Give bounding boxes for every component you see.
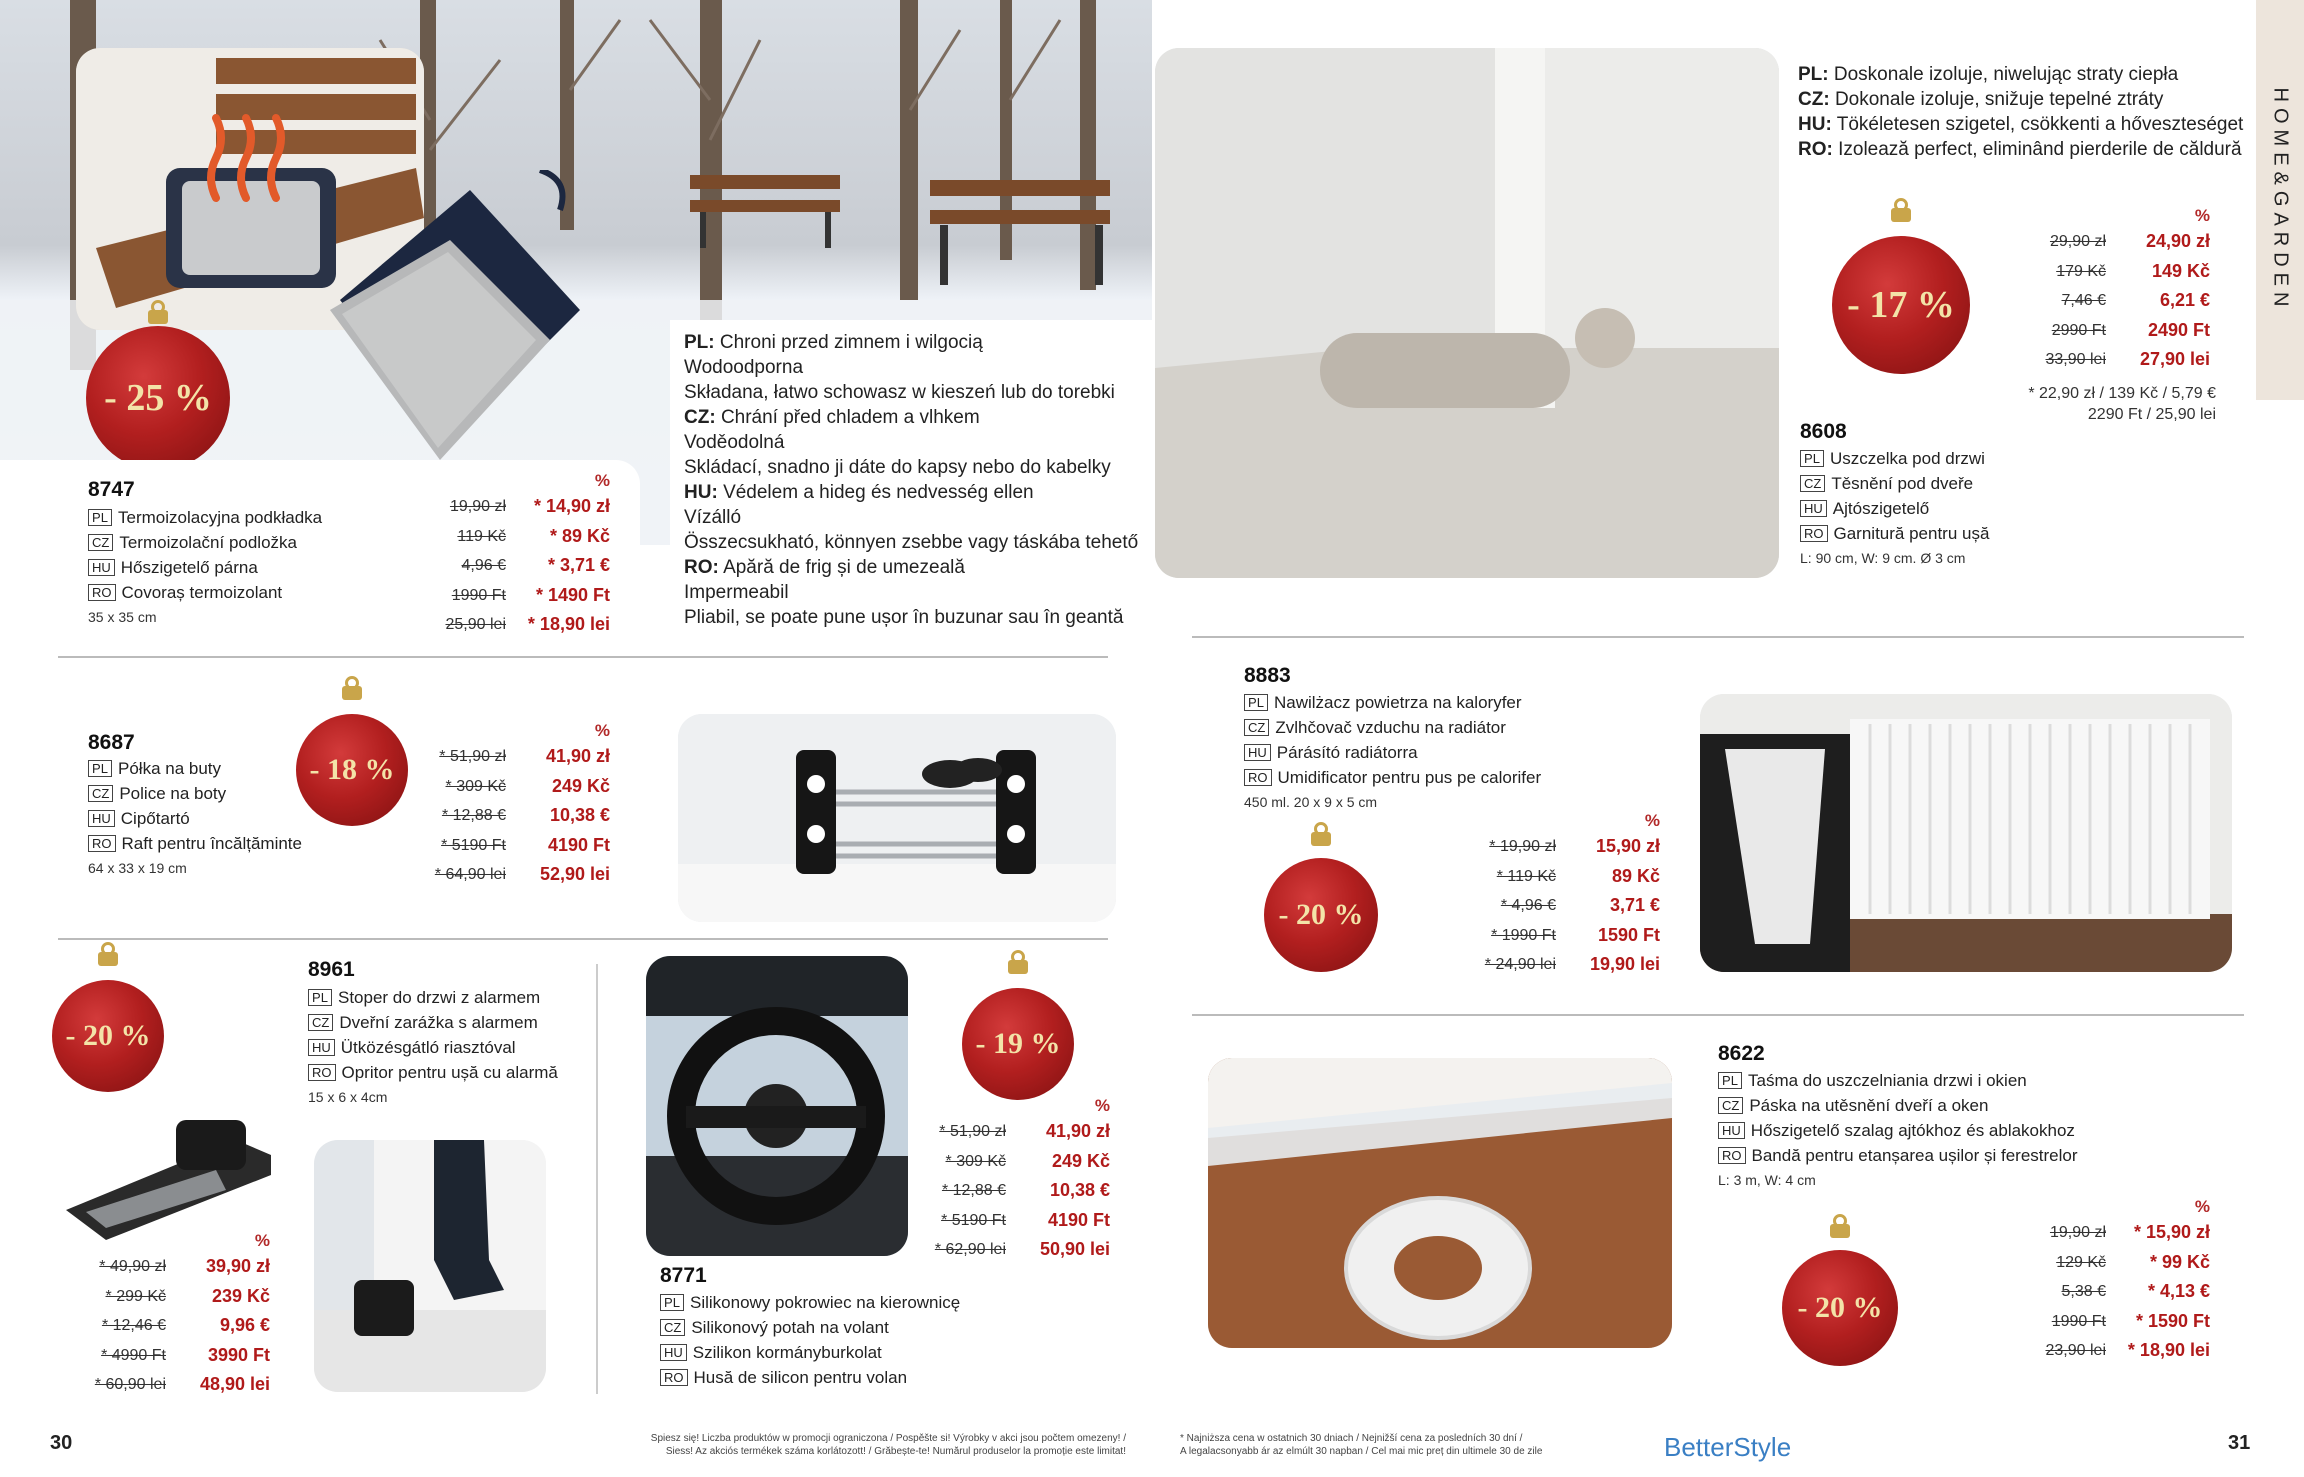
section-divider xyxy=(58,938,1108,940)
price-list-8883 xyxy=(1460,810,1660,980)
product-code-8687: 8687 xyxy=(88,731,135,754)
lang-tag-cz: CZ xyxy=(1800,475,1825,492)
folded-mat-photo xyxy=(330,170,590,470)
old-price: * 12,88 € xyxy=(941,1182,1006,1199)
product-name-cz: Police na boty xyxy=(119,784,227,803)
product-name-pl: Stoper do drzwi z alarmem xyxy=(338,988,541,1007)
product-code-8961: 8961 xyxy=(308,958,355,981)
discount-badge: - 18 % xyxy=(296,714,408,826)
old-price: * 62,90 lei xyxy=(934,1241,1006,1258)
old-price: 25,90 lei xyxy=(445,616,506,633)
old-price: 1990 Ft xyxy=(451,586,506,604)
product-code-8622: 8622 xyxy=(1718,1042,1765,1065)
desc-line: Skládací, snadno ji dáte do kapsy nebo do kabelky xyxy=(684,457,1111,478)
discount-ornament-8771 xyxy=(962,960,1074,1100)
price-row xyxy=(2000,227,2210,257)
product-name-ro: Covoraș termoizolant xyxy=(121,583,283,602)
new-price: 15,90 zł xyxy=(1595,836,1660,856)
price-row xyxy=(1460,921,1660,951)
name-row-hu xyxy=(1800,496,1989,521)
lang-tag-hu: HU xyxy=(1718,1122,1745,1139)
name-row-hu xyxy=(308,1035,558,1060)
desc-line: CZ: Chrání před chladem a vlhkem xyxy=(684,407,980,428)
lang-tag-hu: HU xyxy=(1244,744,1271,761)
new-price: 41,90 zł xyxy=(545,746,610,766)
old-price: 7,46 € xyxy=(2061,292,2106,309)
shoe-rack-photo xyxy=(678,714,1116,922)
product-name-ro: Umidificator pentru pus pe calorifer xyxy=(1277,768,1542,787)
new-price: 249 Kč xyxy=(551,775,610,796)
new-price: 1590 Ft xyxy=(1597,924,1660,945)
name-row-hu xyxy=(660,1340,960,1365)
new-price: * 3,71 € xyxy=(547,555,610,575)
product-code-8608: 8608 xyxy=(1800,420,1847,443)
old-price: * 299 Kč xyxy=(105,1287,166,1305)
old-price: * 1990 Ft xyxy=(1491,926,1556,944)
new-price: 4190 Ft xyxy=(1047,1209,1110,1230)
price-row xyxy=(920,1206,1110,1236)
desc-line: HU: Tökéletesen szigetel, csökkenti a hőveszteséget xyxy=(1798,114,2244,135)
column-divider xyxy=(596,964,598,1394)
new-price: * 15,90 zł xyxy=(2133,1222,2210,1242)
new-price: 19,90 lei xyxy=(1589,954,1660,974)
product-dimensions: 15 x 6 x 4cm xyxy=(308,1089,388,1105)
lang-tag-pl: PL xyxy=(1800,450,1824,467)
lang-tag-cz: CZ xyxy=(88,785,113,802)
product-name-hu: Cipőtartó xyxy=(120,809,190,828)
desc-line: RO: Apără de frig și de umezeală xyxy=(684,557,965,578)
door-stop-in-use-photo xyxy=(314,1140,546,1392)
price-row xyxy=(920,1117,1110,1147)
note-line: 2290 Ft / 25,90 lei xyxy=(2087,406,2216,423)
new-price: * 99 Kč xyxy=(2149,1251,2210,1272)
new-price: 249 Kč xyxy=(1051,1150,1110,1171)
product-name-cz: Páska na utěsnění dveří a oken xyxy=(1749,1096,1989,1115)
price-row xyxy=(420,742,610,772)
product-name-hu: Ajtószigetelő xyxy=(1832,499,1930,518)
price-row xyxy=(80,1282,270,1312)
notice-line: A legalacsonyabb ár az elmúlt 30 napban / Cel mai mic preț din ultimele 30 de zile xyxy=(1180,1446,1543,1457)
new-price: 48,90 lei xyxy=(199,1374,270,1394)
new-price: * 1490 Ft xyxy=(535,584,610,605)
product-name-cz: Silikonový potah na volant xyxy=(691,1318,889,1337)
new-price: * 14,90 zł xyxy=(533,496,610,516)
name-row-cz xyxy=(660,1315,960,1340)
name-row-cz xyxy=(88,781,302,806)
product-dimensions: L: 90 cm, W: 9 cm. Ø 3 cm xyxy=(1800,550,1966,566)
new-price: * 18,90 lei xyxy=(527,614,610,634)
product-names-8687 xyxy=(88,756,302,881)
lang-tag-ro: RO xyxy=(1718,1147,1746,1164)
discount-badge: - 25 % xyxy=(86,326,230,470)
product-name-cz: Dveřní zarážka s alarmem xyxy=(339,1013,538,1032)
old-price: * 24,90 lei xyxy=(1484,956,1556,973)
door-stop-product-photo xyxy=(66,1100,276,1250)
desc-line: RO: Izolează perfect, eliminând pierderile de căldură xyxy=(1798,139,2242,160)
name-row-ro xyxy=(1244,765,1541,790)
name-row-cz xyxy=(1800,471,1989,496)
new-price: 239 Kč xyxy=(211,1285,270,1306)
new-price: 3,71 € xyxy=(1609,895,1660,915)
price-row xyxy=(420,772,610,802)
price-row xyxy=(80,1341,270,1371)
discount-ornament-8747 xyxy=(86,310,230,470)
lang-tag-cz: CZ xyxy=(1244,719,1269,736)
old-price: * 5190 Ft xyxy=(441,836,506,854)
discount-badge: - 20 % xyxy=(1782,1250,1898,1366)
old-price: 29,90 zł xyxy=(2049,233,2106,250)
price-row xyxy=(420,610,610,640)
price-row xyxy=(80,1252,270,1282)
product-dimensions: 450 ml. 20 x 9 x 5 cm xyxy=(1244,794,1378,810)
old-price: 4,96 € xyxy=(461,557,506,574)
price-row xyxy=(2000,316,2210,346)
new-price: * 4,13 € xyxy=(2147,1281,2210,1301)
price-row xyxy=(420,801,610,831)
price-row xyxy=(80,1311,270,1341)
steering-wheel-photo xyxy=(646,956,908,1256)
product-dimensions: 35 x 35 cm xyxy=(88,609,157,625)
desc-line: Impermeabil xyxy=(684,582,789,603)
discount-ornament-8687 xyxy=(296,686,408,826)
price-row xyxy=(1460,950,1660,980)
price-row xyxy=(920,1176,1110,1206)
product-name-pl: Nawilżacz powietrza na kaloryfer xyxy=(1274,693,1522,712)
percent-sign: % xyxy=(1094,1096,1110,1115)
percent-sign: % xyxy=(594,471,610,490)
product-name-ro: Husă de silicon pentru volan xyxy=(693,1368,908,1387)
old-price: * 60,90 lei xyxy=(94,1376,166,1393)
lang-tag-pl: PL xyxy=(88,760,112,777)
lang-tag-ro: RO xyxy=(1244,769,1272,786)
product-names-8622 xyxy=(1718,1068,2078,1193)
old-price: * 309 Kč xyxy=(945,1152,1006,1170)
name-row-cz xyxy=(1718,1093,2078,1118)
price-row xyxy=(1460,891,1660,921)
lang-tag-hu: HU xyxy=(88,559,115,576)
old-price: * 12,46 € xyxy=(101,1317,166,1334)
percent-sign: % xyxy=(2194,1197,2210,1216)
seal-tape-photo xyxy=(1208,1058,1672,1348)
name-row-hu xyxy=(1718,1118,2078,1143)
product-name-cz: Zvlhčovač vzduchu na radiátor xyxy=(1275,718,1506,737)
discount-badge: - 17 % xyxy=(1832,236,1970,374)
discount-ornament-8608 xyxy=(1832,208,1970,374)
name-row-ro xyxy=(660,1365,960,1390)
lang-tag-pl: PL xyxy=(88,509,112,526)
name-row-pl xyxy=(660,1290,960,1315)
price-list-8747 xyxy=(420,470,610,640)
notice-line: Spiesz się! Liczba produktów w promocji ograniczona / Pospěšte si! Výrobky v akci jsou počtem omezeny! / xyxy=(650,1433,1126,1444)
description-8747 xyxy=(684,330,1138,630)
price-row xyxy=(920,1147,1110,1177)
desc-line: Voděodolná xyxy=(684,432,785,453)
lang-tag-pl: PL xyxy=(308,989,332,1006)
product-name-hu: Párásító radiátorra xyxy=(1276,743,1418,762)
desc-line: CZ: Dokonale izoluje, snižuje tepelné ztráty xyxy=(1798,89,2164,110)
section-divider xyxy=(1192,636,2244,638)
lang-tag-cz: CZ xyxy=(308,1014,333,1031)
new-price: 10,38 € xyxy=(549,805,610,825)
percent-sign: % xyxy=(1644,811,1660,830)
name-row-ro xyxy=(88,580,322,605)
product-name-hu: Szilikon kormányburkolat xyxy=(692,1343,882,1362)
price-row xyxy=(420,522,610,552)
new-price: * 89 Kč xyxy=(549,525,610,546)
new-price: 50,90 lei xyxy=(1039,1239,1110,1259)
lang-tag-ro: RO xyxy=(308,1064,336,1081)
page-number-left: 30 xyxy=(50,1432,73,1454)
price-list-8608 xyxy=(2000,205,2210,375)
desc-line: PL: Chroni przed zimnem i wilgocią xyxy=(684,332,983,353)
new-price: * 18,90 lei xyxy=(2127,1340,2210,1360)
lowest-price-notice xyxy=(1180,1432,1580,1458)
product-name-hu: Hőszigetelő párna xyxy=(120,558,258,577)
page-number-right: 31 xyxy=(2228,1432,2251,1454)
lang-tag-ro: RO xyxy=(88,835,116,852)
old-price: 1990 Ft xyxy=(2051,1312,2106,1330)
name-row-hu xyxy=(88,555,322,580)
radiator-humidifier-photo xyxy=(1700,694,2232,972)
name-row-pl xyxy=(308,985,558,1010)
product-names-8608 xyxy=(1800,446,1989,571)
stock-notice xyxy=(560,1432,1126,1458)
name-row-cz xyxy=(1244,715,1541,740)
price-row xyxy=(2010,1218,2210,1248)
lang-tag-cz: CZ xyxy=(88,534,113,551)
new-price: 52,90 lei xyxy=(539,864,610,884)
old-price: 33,90 lei xyxy=(2045,351,2106,368)
name-row-pl xyxy=(1800,446,1989,471)
name-row-ro xyxy=(88,831,302,856)
brand-logo: BetterStyle xyxy=(1664,1432,1792,1462)
desc-line: PL: Doskonale izoluje, niwelując straty ciepła xyxy=(1798,64,2179,85)
product-names-8961 xyxy=(308,985,558,1110)
product-name-cz: Těsnění pod dveře xyxy=(1831,474,1974,493)
price-list-8622 xyxy=(2010,1196,2210,1366)
old-price: 23,90 lei xyxy=(2045,1342,2106,1359)
price-list-8961 xyxy=(80,1230,270,1400)
new-price: 10,38 € xyxy=(1049,1180,1110,1200)
name-row-ro xyxy=(308,1060,558,1085)
product-name-pl: Silikonowy pokrowiec na kierownicę xyxy=(690,1293,961,1312)
price-row xyxy=(1460,832,1660,862)
new-price: 41,90 zł xyxy=(1045,1121,1110,1141)
name-row-hu xyxy=(88,806,302,831)
lang-tag-cz: CZ xyxy=(1718,1097,1743,1114)
price-row xyxy=(2000,286,2210,316)
right-side-tab xyxy=(2256,0,2304,400)
product-name-hu: Ütközésgátló riasztóval xyxy=(340,1038,516,1057)
product-name-hu: Hőszigetelő szalag ajtókhoz és ablakokhoz xyxy=(1750,1121,2075,1140)
old-price: 119 Kč xyxy=(457,527,506,545)
note-line: * 22,90 zł / 139 Kč / 5,79 € xyxy=(2028,385,2216,402)
discount-badge: - 20 % xyxy=(1264,858,1378,972)
price-row xyxy=(2000,345,2210,375)
old-price: * 4,96 € xyxy=(1500,897,1556,914)
product-names-8883 xyxy=(1244,690,1541,815)
lang-tag-hu: HU xyxy=(308,1039,335,1056)
name-row-cz xyxy=(308,1010,558,1035)
old-price: * 119 Kč xyxy=(1496,867,1556,885)
section-divider xyxy=(58,656,1108,658)
desc-line: Összecsukható, könnyen zsebbe vagy táskába tehető xyxy=(684,532,1139,553)
lang-tag-hu: HU xyxy=(88,810,115,827)
lowest-price-note-8608 xyxy=(1990,383,2216,425)
new-price: 3990 Ft xyxy=(207,1344,270,1365)
price-row xyxy=(420,492,610,522)
lang-tag-pl: PL xyxy=(1718,1072,1742,1089)
new-price: 39,90 zł xyxy=(205,1256,270,1276)
old-price: * 4990 Ft xyxy=(101,1346,166,1364)
price-row xyxy=(80,1370,270,1400)
name-row-pl xyxy=(88,505,322,530)
door-seal-photo xyxy=(1155,48,1779,578)
name-row-ro xyxy=(1800,521,1989,546)
product-name-pl: Półka na buty xyxy=(118,759,222,778)
price-row xyxy=(2000,257,2210,287)
name-row-pl xyxy=(1244,690,1541,715)
desc-line: Pliabil, se poate pune ușor în buzunar sau în geantă xyxy=(684,607,1124,628)
product-name-pl: Uszczelka pod drzwi xyxy=(1830,449,1985,468)
old-price: 2990 Ft xyxy=(2051,321,2106,339)
discount-ornament-8883 xyxy=(1264,832,1378,972)
product-dimensions: 64 x 33 x 19 cm xyxy=(88,860,187,876)
new-price: 2490 Ft xyxy=(2147,319,2210,340)
lang-tag-hu: HU xyxy=(660,1344,687,1361)
discount-ornament-8622 xyxy=(1782,1224,1898,1366)
product-name-ro: Garnitură pentru ușă xyxy=(1833,524,1990,543)
product-dimensions: L: 3 m, W: 4 cm xyxy=(1718,1172,1816,1188)
old-price: * 49,90 zł xyxy=(99,1258,166,1275)
price-row xyxy=(420,831,610,861)
old-price: * 51,90 zł xyxy=(439,748,506,765)
old-price: 5,38 € xyxy=(2061,1283,2106,1300)
product-names-8771 xyxy=(660,1290,960,1390)
price-list-8687 xyxy=(420,720,610,890)
new-price: 24,90 zł xyxy=(2145,231,2210,251)
desc-line: Vízálló xyxy=(684,507,742,528)
old-price: * 19,90 zł xyxy=(1489,838,1556,855)
new-price: 149 Kč xyxy=(2151,260,2210,281)
section-divider xyxy=(1192,1014,2244,1016)
name-row-pl xyxy=(88,756,302,781)
product-name-pl: Taśma do uszczelniania drzwi i okien xyxy=(1748,1071,2027,1090)
product-name-ro: Opritor pentru ușă cu alarmă xyxy=(341,1063,558,1082)
price-list-8771 xyxy=(920,1095,1110,1265)
price-row xyxy=(420,860,610,890)
product-name-ro: Raft pentru încălțăminte xyxy=(121,834,302,853)
product-code-8771: 8771 xyxy=(660,1264,707,1287)
product-code-8883: 8883 xyxy=(1244,664,1291,687)
product-name-cz: Termoizolační podložka xyxy=(119,533,297,552)
new-price: 9,96 € xyxy=(219,1315,270,1335)
new-price: 27,90 lei xyxy=(2139,349,2210,369)
lang-tag-cz: CZ xyxy=(660,1319,685,1336)
percent-sign: % xyxy=(254,1231,270,1250)
new-price: 89 Kč xyxy=(1611,865,1660,886)
lang-tag-ro: RO xyxy=(1800,525,1828,542)
price-row xyxy=(420,551,610,581)
lang-tag-pl: PL xyxy=(660,1294,684,1311)
old-price: 129 Kč xyxy=(2056,1253,2106,1271)
desc-line: Wodoodporna xyxy=(684,357,804,378)
desc-line: HU: Védelem a hideg és nedvesség ellen xyxy=(684,482,1034,503)
name-row-ro xyxy=(1718,1143,2078,1168)
lang-tag-hu: HU xyxy=(1800,500,1827,517)
name-row-pl xyxy=(1718,1068,2078,1093)
price-row xyxy=(420,581,610,611)
price-row xyxy=(2010,1307,2210,1337)
notice-line: Siess! Az akciós termékek száma korlátozott! / Grăbește-te! Numărul produselor la promoție este limitat! xyxy=(665,1446,1126,1457)
old-price: 19,90 zł xyxy=(449,498,506,515)
percent-sign: % xyxy=(594,721,610,740)
old-price: * 51,90 zł xyxy=(939,1123,1006,1140)
discount-ornament-8961 xyxy=(52,952,164,1092)
old-price: * 5190 Ft xyxy=(941,1211,1006,1229)
new-price: 6,21 € xyxy=(2159,290,2210,310)
old-price: * 309 Kč xyxy=(445,777,506,795)
new-price: 4190 Ft xyxy=(547,834,610,855)
discount-badge: - 20 % xyxy=(52,980,164,1092)
desc-line: Składana, łatwo schowasz w kieszeń lub do torebki xyxy=(684,382,1115,403)
product-names-8747 xyxy=(88,505,322,630)
price-row xyxy=(920,1235,1110,1265)
product-code-8747: 8747 xyxy=(88,478,135,501)
old-price: 179 Kč xyxy=(2056,262,2106,280)
price-row xyxy=(2010,1336,2210,1366)
right-side-label: HOME&GARDEN xyxy=(2269,87,2292,313)
lang-tag-pl: PL xyxy=(1244,694,1268,711)
price-row xyxy=(2010,1248,2210,1278)
description-8608 xyxy=(1798,62,2243,162)
percent-sign: % xyxy=(2194,206,2210,225)
discount-badge: - 19 % xyxy=(962,988,1074,1100)
old-price: * 12,88 € xyxy=(441,807,506,824)
product-name-ro: Bandă pentru etanșarea ușilor și ferestrelor xyxy=(1751,1146,2078,1165)
name-row-cz xyxy=(88,530,322,555)
product-name-pl: Termoizolacyjna podkładka xyxy=(118,508,323,527)
old-price: 19,90 zł xyxy=(2049,1224,2106,1241)
lang-tag-ro: RO xyxy=(88,584,116,601)
notice-line: * Najniższa cena w ostatnich 30 dniach / Nejnižší cena za posledních 30 dní / xyxy=(1180,1433,1523,1444)
new-price: * 1590 Ft xyxy=(2135,1310,2210,1331)
old-price: * 64,90 lei xyxy=(434,866,506,883)
lang-tag-ro: RO xyxy=(660,1369,688,1386)
price-row xyxy=(1460,862,1660,892)
name-row-hu xyxy=(1244,740,1541,765)
price-row xyxy=(2010,1277,2210,1307)
